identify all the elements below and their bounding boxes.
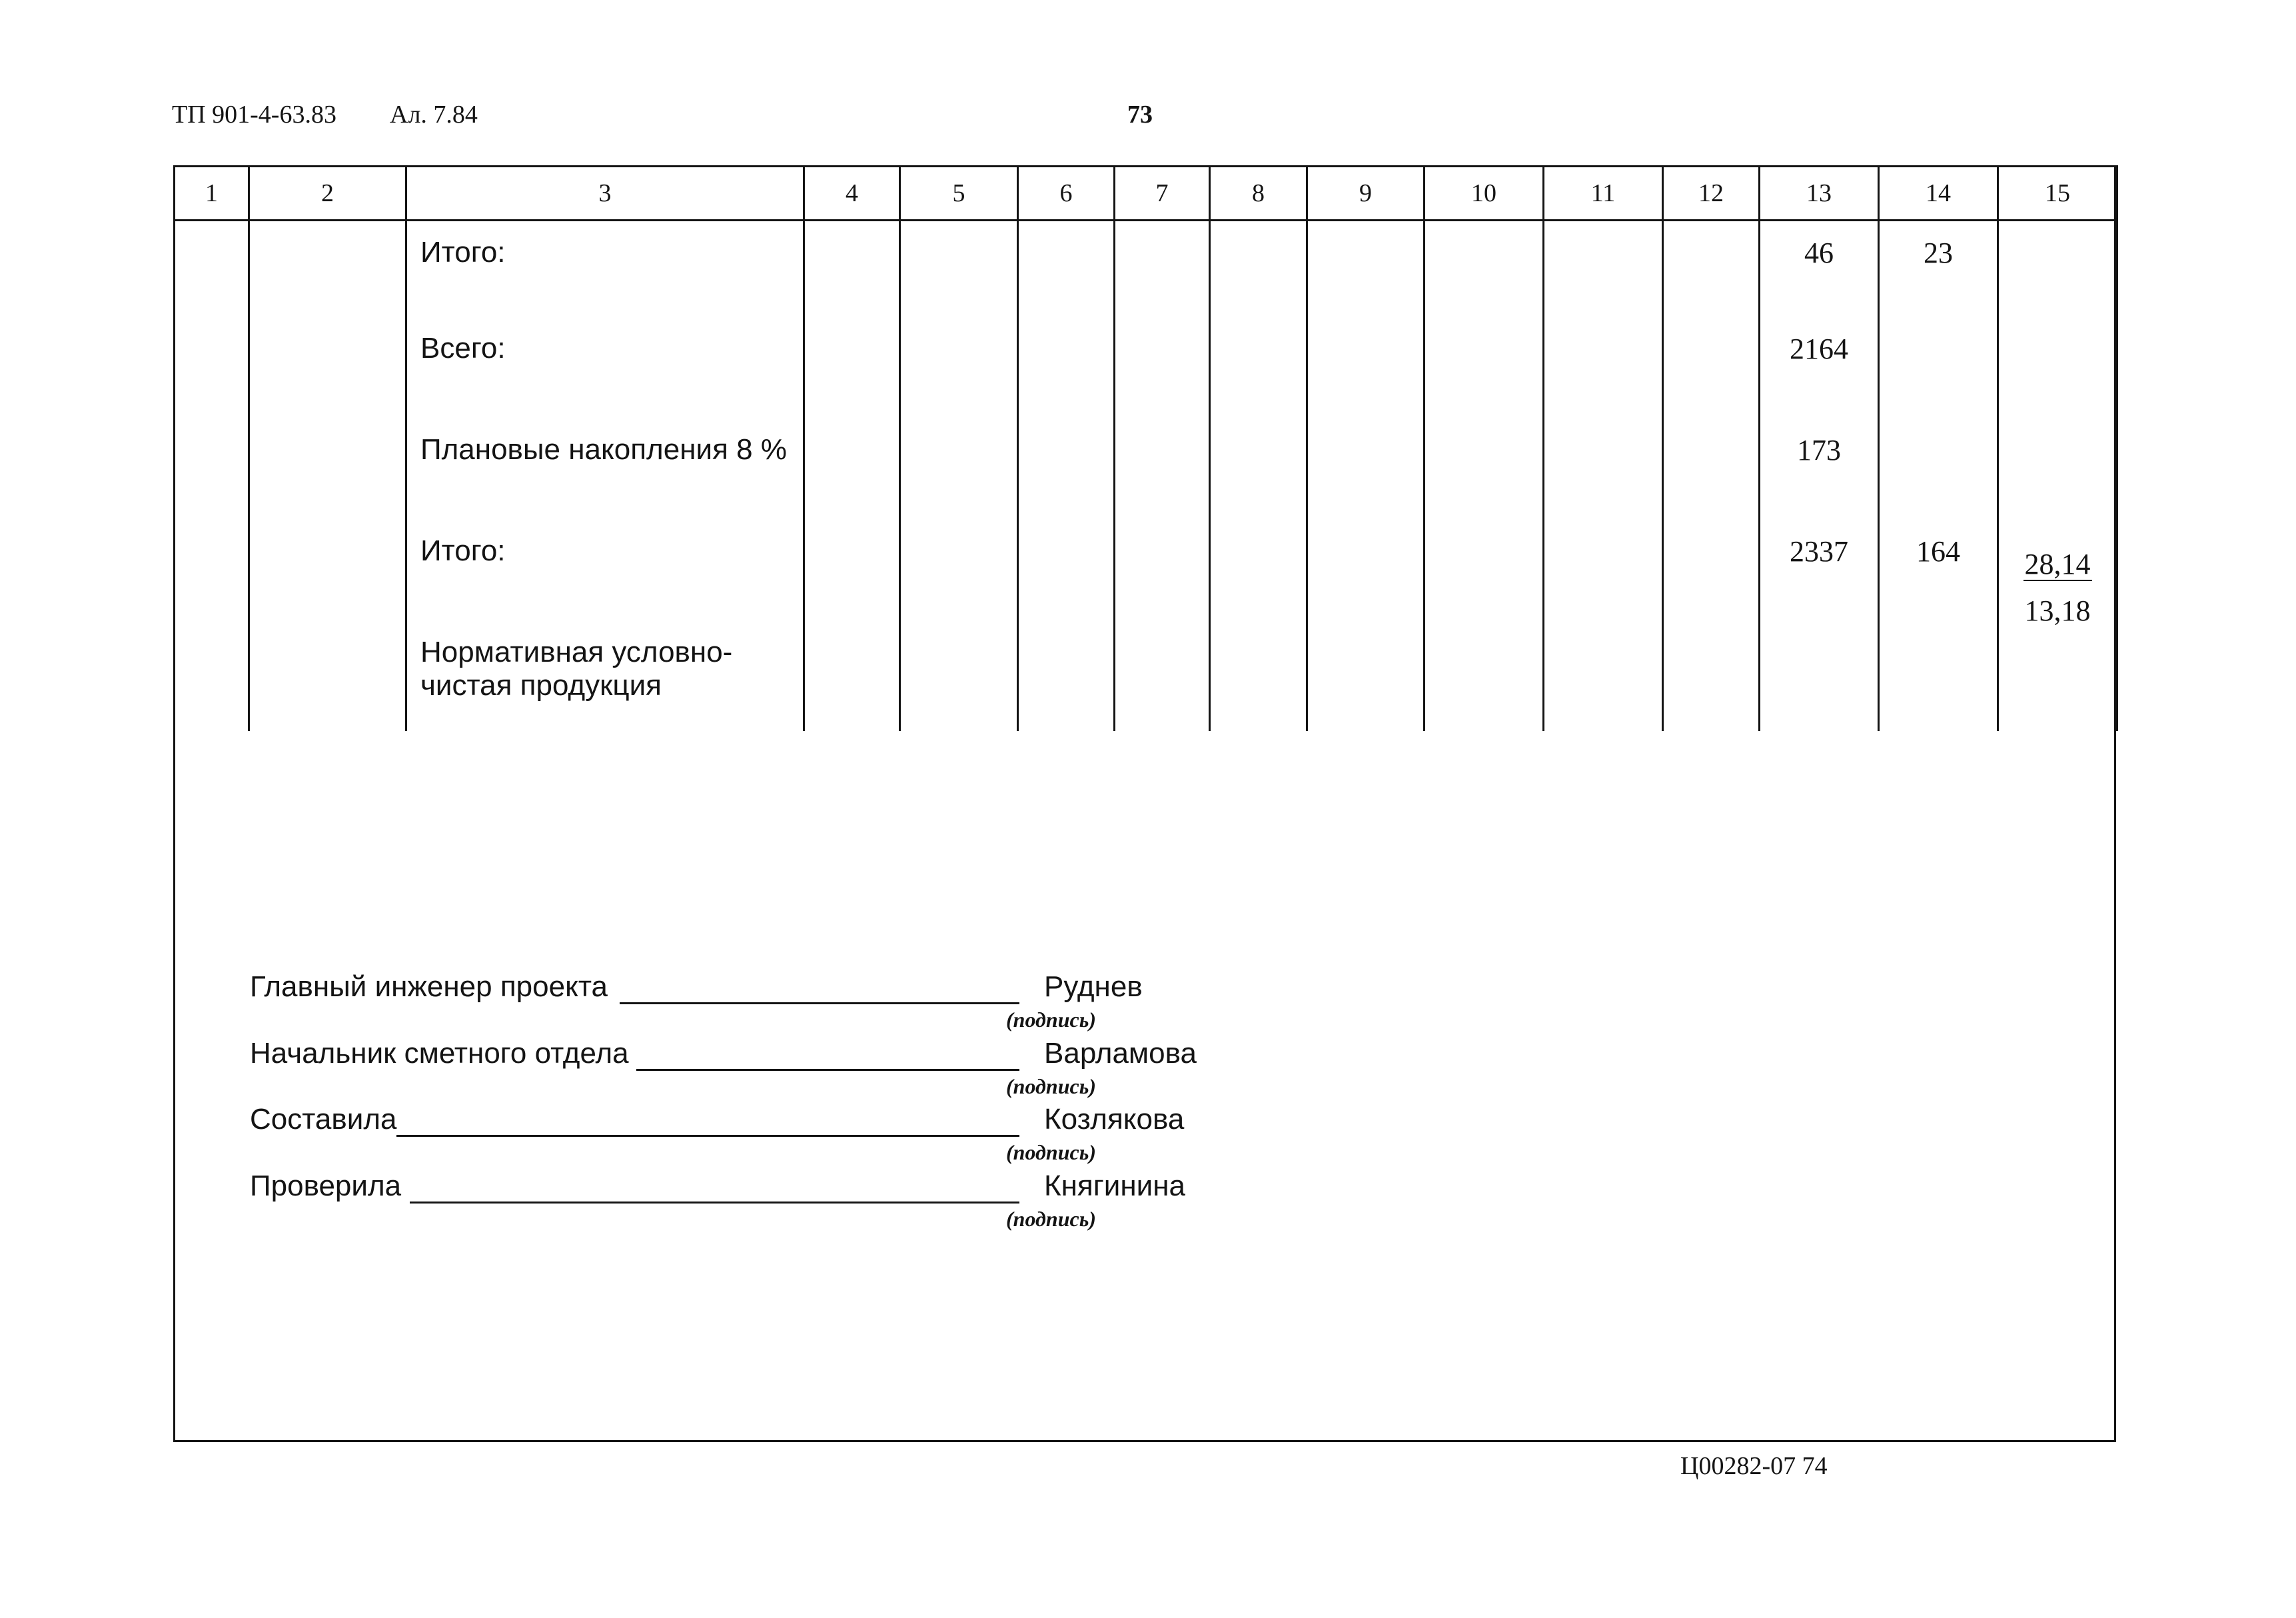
cell-value: 2337 <box>1790 535 1848 568</box>
row-label: Всего: <box>420 332 506 365</box>
row-label-line: чистая продукция <box>420 669 662 702</box>
signature-line <box>620 1002 1019 1004</box>
column-header: 5 <box>900 167 1018 221</box>
table-row <box>175 418 2117 520</box>
footer-document-code: Ц00282-07 74 <box>1680 1452 1828 1480</box>
signature-hint: (подпись) <box>1006 1140 1096 1164</box>
signature-name: Козлякова <box>1044 1103 1185 1136</box>
signature-name: Княгинина <box>1044 1170 1186 1202</box>
signature-line <box>396 1135 1019 1137</box>
row-label-line: Нормативная условно- <box>420 636 733 668</box>
table-row <box>175 628 2117 731</box>
cell-value: 23 <box>1924 237 1953 269</box>
table-row <box>175 520 2117 628</box>
column-header: 1 <box>175 167 249 221</box>
signature-role: Начальник сметного отдела <box>250 1037 629 1070</box>
column-header: 8 <box>1210 167 1307 221</box>
page-number: 73 <box>1127 101 1153 129</box>
column-header: 6 <box>1018 167 1115 221</box>
signature-line <box>410 1202 1019 1204</box>
column-header: 4 <box>804 167 900 221</box>
cell-value: 46 <box>1804 237 1834 269</box>
signature-line <box>636 1069 1019 1071</box>
table-row <box>175 221 2117 318</box>
column-header: 9 <box>1307 167 1425 221</box>
column-header: 14 <box>1879 167 1998 221</box>
column-header: 7 <box>1115 167 1210 221</box>
cell-value: 173 <box>1797 434 1841 466</box>
column-header: 12 <box>1663 167 1760 221</box>
signature-hint: (подпись) <box>1006 1207 1096 1231</box>
row-label: Итого: <box>420 534 506 567</box>
column-header: 2 <box>249 167 406 221</box>
estimate-table <box>173 165 2118 731</box>
signature-role: Главный инженер проекта <box>250 970 608 1003</box>
column-header: 10 <box>1425 167 1544 221</box>
table-row <box>175 317 2117 418</box>
signature-name: Руднев <box>1044 970 1143 1003</box>
document-code: ТП 901-4-63.83 <box>172 101 336 129</box>
album-number: Ал. 7.84 <box>390 101 478 129</box>
column-header: 3 <box>406 167 804 221</box>
signature-hint: (подпись) <box>1006 1074 1096 1098</box>
fraction-denominator: 13,18 <box>2024 594 2091 627</box>
column-header: 11 <box>1544 167 1663 221</box>
fraction-value <box>2023 534 2092 626</box>
table-header-row <box>175 167 2117 221</box>
row-label: Плановые накопления 8 % <box>420 433 787 466</box>
fraction-numerator: 28,14 <box>2024 548 2091 580</box>
column-header: 13 <box>1760 167 1879 221</box>
signature-role: Составила <box>250 1103 397 1136</box>
signature-row <box>250 1037 1249 1098</box>
signature-row <box>250 1103 1249 1164</box>
signature-hint: (подпись) <box>1006 1008 1096 1032</box>
column-header: 15 <box>1998 167 2117 221</box>
cell-value: 2164 <box>1790 333 1848 365</box>
signature-role: Проверила <box>250 1170 402 1202</box>
signature-name: Варламова <box>1044 1037 1197 1070</box>
signature-row <box>250 970 1249 1032</box>
signature-row <box>250 1170 1249 1231</box>
cell-value: 164 <box>1916 535 1960 568</box>
row-label <box>420 636 732 702</box>
row-label: Итого: <box>420 236 506 269</box>
